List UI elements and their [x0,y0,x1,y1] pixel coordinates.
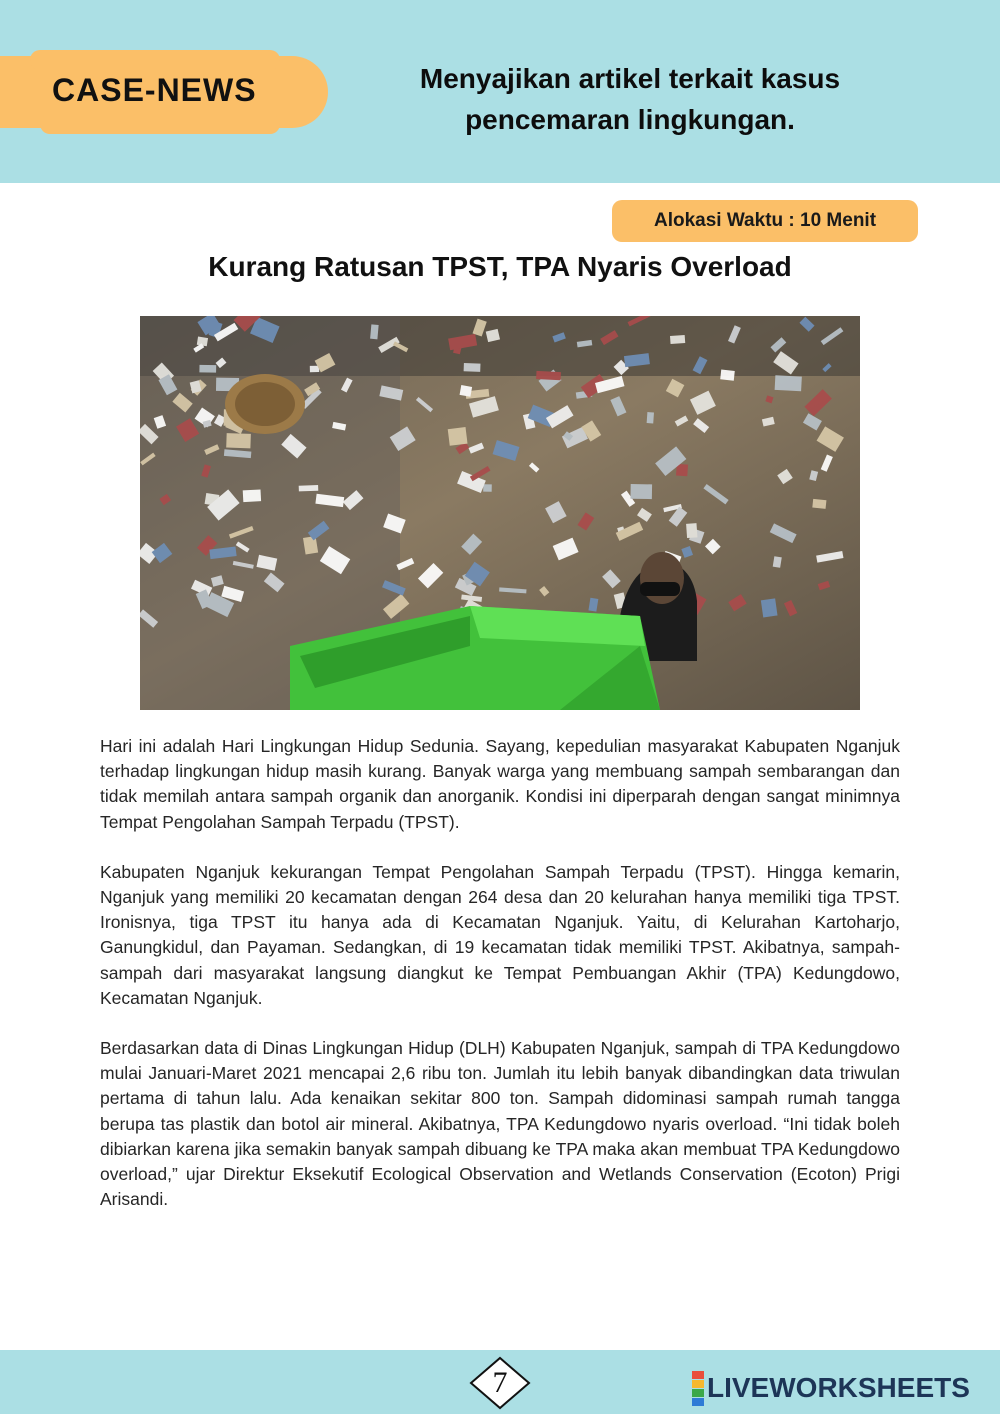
litter-piece [536,371,561,380]
article-paragraph-3: Berdasarkan data di Dinas Lingkungan Hidup (DLH) Kabupaten Nganjuk, sampah di TPA Kedungdowo mulai Januari-Maret 2021 mencapai 2,6 ribu ton. Jumlah itu lebih banyak dibandingkan data triwulan pertama di tahun lalu. Ada kenaikan sekitar 800 ton. Sampah didominasi sampah rumah tangga berupa tas plastik dan botol air mineral. Akibatnya, TPA Kedungdowo nyaris overload. “Ini tidak boleh dibiarkan karena jika semakin banyak sampah dibuang ke TPA maka akan membuat TPA Kedungdowo overload,” ujar Direktur Eksekutif Ecological Observation and Wetlands Conservation (Ecoton) Prigi Arisandi. [100,1038,900,1210]
landfill-photo [140,316,860,710]
litter-piece [303,536,318,554]
litter-piece [464,363,481,372]
liveworksheets-wordmark: LIVEWORKSHEETS [707,1372,970,1403]
litter-piece [460,385,473,397]
litter-piece [226,433,251,448]
article-paragraph-2: Kabupaten Nganjuk kekurangan Tempat Pengolahan Sampah Terpadu (TPST). Hingga kemarin, Nganjuk yang memiliki 20 kecamatan dengan 264 desa dan 20 kelurahan hanya memiliki tiga TPST. Ironisnya, tiga TPST itu hanya ada di Kecamatan Nganjuk. Yaitu, di Kelurahan Kartoharjo, Ganungkidul, dan Payaman. Sedangkan, di 19 kecamatan tidak memiliki TPST. Akibatnya, sampah-sampah dari masyarakat langsung diangkut ke Tempat Pembuangan Akhir (TPA) Kedungdowo, Kecamatan Nganjuk. [100,861,900,1008]
article-body [100,734,900,1237]
page-number: 7 [492,1366,508,1399]
litter-piece [761,598,778,617]
article-title: Kurang Ratusan TPST, TPA Nyaris Overload [208,251,792,282]
case-news-tag: CASE-NEWS [52,72,257,108]
litter-piece [686,523,697,538]
litter-piece [243,489,261,502]
litter-piece [299,485,319,491]
page-number-badge [465,1355,535,1411]
litter-piece [448,427,468,446]
litter-piece [310,366,319,372]
litter-piece [370,324,379,339]
litter-piece [720,370,735,381]
header-description: Menyajikan artikel terkait kasus pencemaran lingkungan. [419,63,841,135]
litter-piece [775,375,802,391]
article-paragraph-1: Hari ini adalah Hari Lingkungan Hidup Sedunia. Sayang, kepedulian masyarakat Kabupaten Nganjuk terhadap lingkungan hidup masih kurang. Banyak warga yang membuang sampah sembarangan dan tidak memilah antara sampah organik dan anorganik. Kondisi ini diperparah dengan sangat minimnya Tempat Pengolahan Sampah Terpadu (TPST). [100,736,900,832]
liveworksheets-logo-icon [692,1370,704,1406]
litter-piece [630,484,652,499]
litter-piece [812,499,826,509]
litter-piece [199,365,216,373]
landfill-photo-illustration [140,316,860,710]
time-allocation-badge: Alokasi Waktu : 10 Menit [612,200,918,242]
litter-piece [647,412,654,423]
liveworksheets-brand [692,1371,970,1405]
litter-piece [483,484,492,492]
litter-piece [670,335,685,344]
